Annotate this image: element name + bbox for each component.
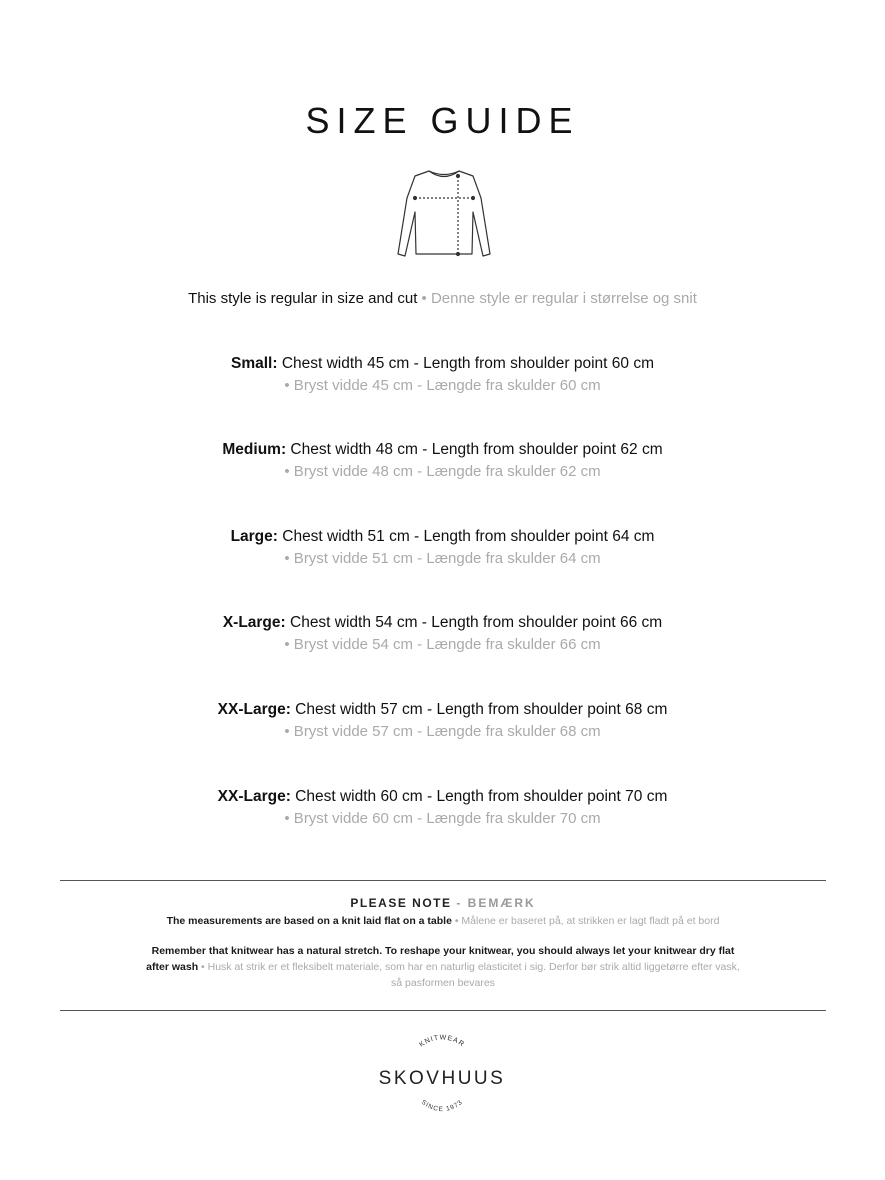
size-name: Large: [230,528,278,545]
size-english: Chest width 57 cm - Length from shoulder point 68 cm [295,701,668,718]
size-name: XX-Large: [217,701,291,718]
logo-bottom-arc: SINCE 1973 [419,1098,465,1114]
divider-top [60,880,826,881]
svg-text:KNITWEAR [418,1034,465,1048]
size-entry-xx-large-57 [0,701,885,740]
stretch-note-english: Remember that knitwear has a natural stretch. To reshape your knitwear, you should always let your knitwear dry flat after wash [146,945,735,973]
size-english: Chest width 51 cm - Length from shoulder point 64 cm [282,528,655,545]
sweater-measurement-icon [393,168,495,264]
size-danish: • Bryst vidde 48 cm - Længde fra skulder 62 cm [284,463,601,480]
note-heading-danish: - BEMÆRK [456,896,536,910]
note-heading [60,896,826,910]
measurement-note-english: The measurements are based on a knit laid flat on a table [166,915,452,927]
size-english: Chest width 54 cm - Length from shoulder point 66 cm [290,614,663,631]
style-fit-note [0,290,885,307]
intro-english: This style is regular in size and cut [188,290,418,307]
skovhuus-logo [352,1032,532,1122]
size-english: Chest width 48 cm - Length from shoulder point 62 cm [290,441,663,458]
size-entry-medium [0,441,885,480]
size-english: Chest width 45 cm - Length from shoulder point 60 cm [281,355,654,372]
size-entry-x-large [0,614,885,653]
size-danish: • Bryst vidde 51 cm - Længde fra skulder 64 cm [284,550,601,567]
size-danish: • Bryst vidde 60 cm - Længde fra skulder 70 cm [284,810,601,827]
size-name: XX-Large: [217,788,291,805]
measurement-note [60,913,826,929]
intro-danish: • Denne style er regular i størrelse og snit [421,290,697,307]
page-title: SIZE GUIDE [305,100,580,141]
note-heading-english: PLEASE NOTE [350,896,452,910]
size-danish: • Bryst vidde 54 cm - Længde fra skulder 66 cm [284,636,601,653]
divider-bottom [60,1010,826,1011]
size-name: Small: [230,355,278,372]
size-name: X-Large: [222,614,286,631]
size-danish: • Bryst vidde 57 cm - Længde fra skulder 68 cm [284,723,601,740]
logo-wordmark: SKOVHUUS [378,1068,506,1089]
logo-top-arc: KNITWEAR [418,1034,466,1049]
size-entry-xx-large-60 [0,788,885,827]
please-note-section [60,896,826,991]
size-name: Medium: [222,441,287,458]
size-english: Chest width 60 cm - Length from shoulder point 70 cm [295,788,668,805]
stretch-note [140,943,746,991]
stretch-note-danish: • Husk at strik er et fleksibelt materiale, som har en naturlig elasticitet i sig. Derfor bør strik altid liggetørre efter vask, så pasformen bevares [201,961,740,989]
size-entry-small [0,355,885,394]
svg-text:SINCE 1973 [420,1099,465,1113]
measurement-note-danish: • Målene er baseret på, at strikken er lagt fladt på et bord [454,915,720,927]
size-danish: • Bryst vidde 45 cm - Længde fra skulder 60 cm [284,377,601,394]
size-entry-large [0,528,885,567]
